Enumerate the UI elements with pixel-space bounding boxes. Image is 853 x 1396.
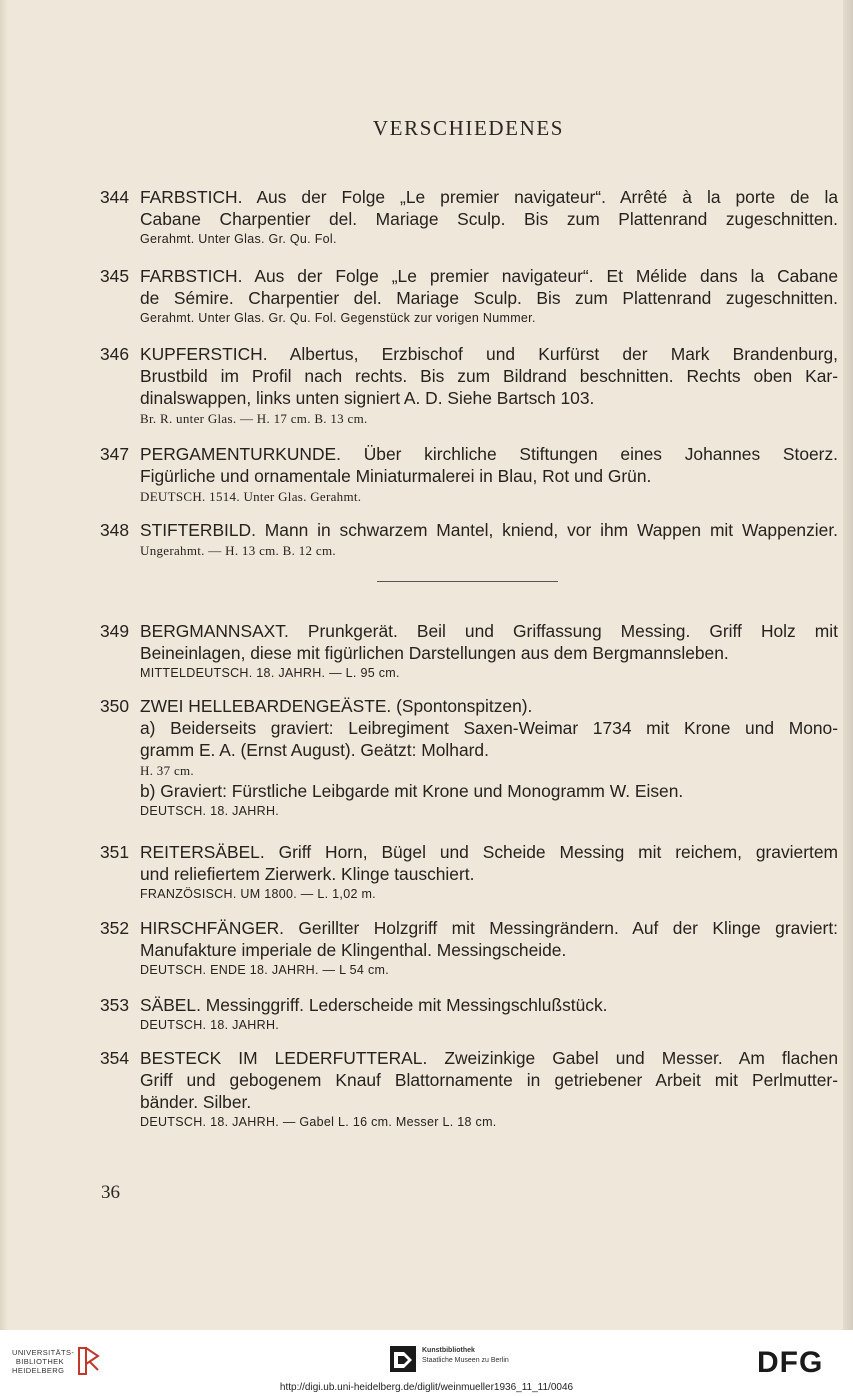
catalog-entry-347 [100, 443, 838, 506]
entry-text-line: Beineinlagen, diese mit figürlichen Darstellungen aus dem Bergmannsleben. [140, 643, 729, 663]
entry-number: 344 [100, 187, 130, 207]
entry-meta: DEUTSCH. 18. JAHRH. [140, 804, 280, 818]
ub-logo-line: BIBLIOTHEK [15, 1357, 64, 1366]
entry-number: 345 [100, 266, 130, 286]
entry-meta: FRANZÖSISCH. UM 1800. — L. 1,02 m. [140, 887, 376, 901]
entry-text-line: Brustbild im Profil nach rechts. Bis zum Bildrand beschnitten. Rechts oben Kar- [140, 366, 838, 386]
entry-text-line: KUPFERSTICH. Albertus, Erzbischof und Kurfürst der Mark Brandenburg, [140, 344, 838, 364]
page-url[interactable]: http://digi.ub.uni-heidelberg.de/diglit/weinmueller1936_11_11/0046 [279, 1382, 574, 1393]
catalog-entry-346 [100, 343, 838, 428]
catalog-entry-350 [100, 695, 838, 821]
page-right-edge [843, 0, 853, 1330]
entry-text-line: und reliefiertem Zierwerk. Klinge tauschiert. [140, 864, 475, 884]
entry-number: 350 [100, 696, 130, 716]
entry-number: 352 [100, 918, 130, 938]
entry-meta: MITTELDEUTSCH. 18. JAHRH. — L. 95 cm. [140, 666, 400, 680]
entry-meta: DEUTSCH. 1514. Unter Glas. Gerahmt. [140, 489, 362, 504]
entry-text-line: HIRSCHFÄNGER. Gerillter Holzgriff mit Messingrändern. Auf der Klinge graviert: [140, 918, 838, 938]
ub-logo-line: UNIVERSITÄTS- [12, 1348, 75, 1357]
entry-number: 351 [100, 842, 130, 862]
ub-heidelberg-icon[interactable] [76, 1344, 102, 1378]
entry-text-line: de Sémire. Charpentier del. Mariage Sculp. Bis zum Plattenrand zugeschnitten. [140, 288, 838, 308]
entry-text-line: BERGMANNSAXT. Prunkgerät. Beil und Griffassung Messing. Griff Holz mit [140, 621, 838, 641]
kunstbibliothek-label[interactable] [422, 1346, 509, 1366]
page-number: 36 [101, 1182, 120, 1203]
entry-meta: Gerahmt. Unter Glas. Gr. Qu. Fol. [140, 232, 337, 246]
ub-logo-line: HEIDELBERG [12, 1366, 65, 1375]
entry-text-line: gramm E. A. (Ernst August). Geätzt: Molhard. [140, 740, 489, 760]
entry-text-line: dinalswappen, links unten signiert A. D. Siehe Bartsch 103. [140, 388, 595, 408]
entry-text-line: bänder. Silber. [140, 1092, 252, 1112]
entry-meta: DEUTSCH. 18. JAHRH. [140, 1018, 280, 1032]
entry-text-line: BESTECK IM LEDERFUTTERAL. Zweizinkige Gabel und Messer. Am flachen [140, 1048, 838, 1068]
entry-meta: DEUTSCH. ENDE 18. JAHRH. — L 54 cm. [140, 963, 389, 977]
page-title: VERSCHIEDENES [372, 116, 565, 140]
section-divider [377, 581, 558, 582]
kunstbibliothek-icon[interactable] [390, 1346, 416, 1372]
entry-text-line: SÄBEL. Messinggriff. Lederscheide mit Messingschlußstück. [140, 995, 608, 1015]
catalog-entry-353 [100, 994, 838, 1035]
entry-text-line: Manufakture imperiale de Klingenthal. Messingscheide. [140, 940, 567, 960]
catalog-entry-351 [100, 841, 838, 904]
entry-number: 349 [100, 621, 130, 641]
entry-text-line: a) Beiderseits graviert: Leibregiment Saxen-Weimar 1734 mit Krone und Mono- [140, 718, 838, 738]
catalog-entry-344 [100, 186, 838, 249]
entry-text-line: Figürliche und ornamentale Miniaturmalerei in Blau, Rot und Grün. [140, 466, 652, 486]
entry-number: 347 [100, 444, 130, 464]
entry-meta: Ungerahmt. — H. 13 cm. B. 12 cm. [140, 543, 336, 558]
ub-heidelberg-logo-text[interactable] [12, 1348, 75, 1375]
catalog-entry-354 [100, 1047, 838, 1132]
entry-text-line: b) Graviert: Fürstliche Leibgarde mit Krone und Monogramm W. Eisen. [140, 781, 684, 801]
catalog-entry-352 [100, 917, 838, 980]
entry-meta: H. 37 cm. [140, 763, 194, 778]
page-left-edge [0, 0, 8, 1330]
dfg-logo-text: DFG [757, 1346, 824, 1376]
entry-meta: DEUTSCH. 18. JAHRH. — Gabel L. 16 cm. Messer L. 18 cm. [140, 1115, 497, 1129]
catalog-entry-349 [100, 620, 838, 683]
entry-text-line: ZWEI HELLEBARDENGEÄSTE. (Spontonspitzen). [140, 696, 533, 716]
entry-number: 348 [100, 520, 130, 540]
catalog-entry-348 [100, 519, 838, 560]
entry-number: 353 [100, 995, 130, 1015]
entry-meta: Gerahmt. Unter Glas. Gr. Qu. Fol. Gegenstück zur vorigen Nummer. [140, 311, 536, 325]
entry-text-line: Cabane Charpentier del. Mariage Sculp. Bis zum Plattenrand zugeschnitten. [140, 209, 838, 229]
entry-meta: Br. R. unter Glas. — H. 17 cm. B. 13 cm. [140, 411, 368, 426]
dfg-logo[interactable] [757, 1346, 841, 1376]
entry-text-line: PERGAMENTURKUNDE. Über kirchliche Stiftungen eines Johannes Stoerz. [140, 444, 838, 464]
entry-number: 346 [100, 344, 130, 364]
entry-number: 354 [100, 1048, 130, 1068]
entry-text-line: STIFTERBILD. Mann in schwarzem Mantel, kniend, vor ihm Wappen mit Wappenzier. [140, 520, 838, 540]
catalog-entry-345 [100, 265, 838, 328]
entry-text-line: FARBSTICH. Aus der Folge „Le premier navigateur“. Arrêté à la porte de la [140, 187, 838, 207]
footer-bar [0, 1330, 853, 1396]
kb-sub: Staatliche Museen zu Berlin [422, 1357, 509, 1364]
entry-text-line: FARBSTICH. Aus der Folge „Le premier navigateur“. Et Mélide dans la Cabane [140, 266, 838, 286]
entry-text-line: Griff und gebogenem Knauf Blattornamente in getriebener Arbeit mit Perlmutter- [140, 1070, 838, 1090]
entry-text-line: REITERSÄBEL. Griff Horn, Bügel und Scheide Messing mit reichem, graviertem [140, 842, 838, 862]
kb-name: Kunstbibliothek [422, 1347, 475, 1354]
